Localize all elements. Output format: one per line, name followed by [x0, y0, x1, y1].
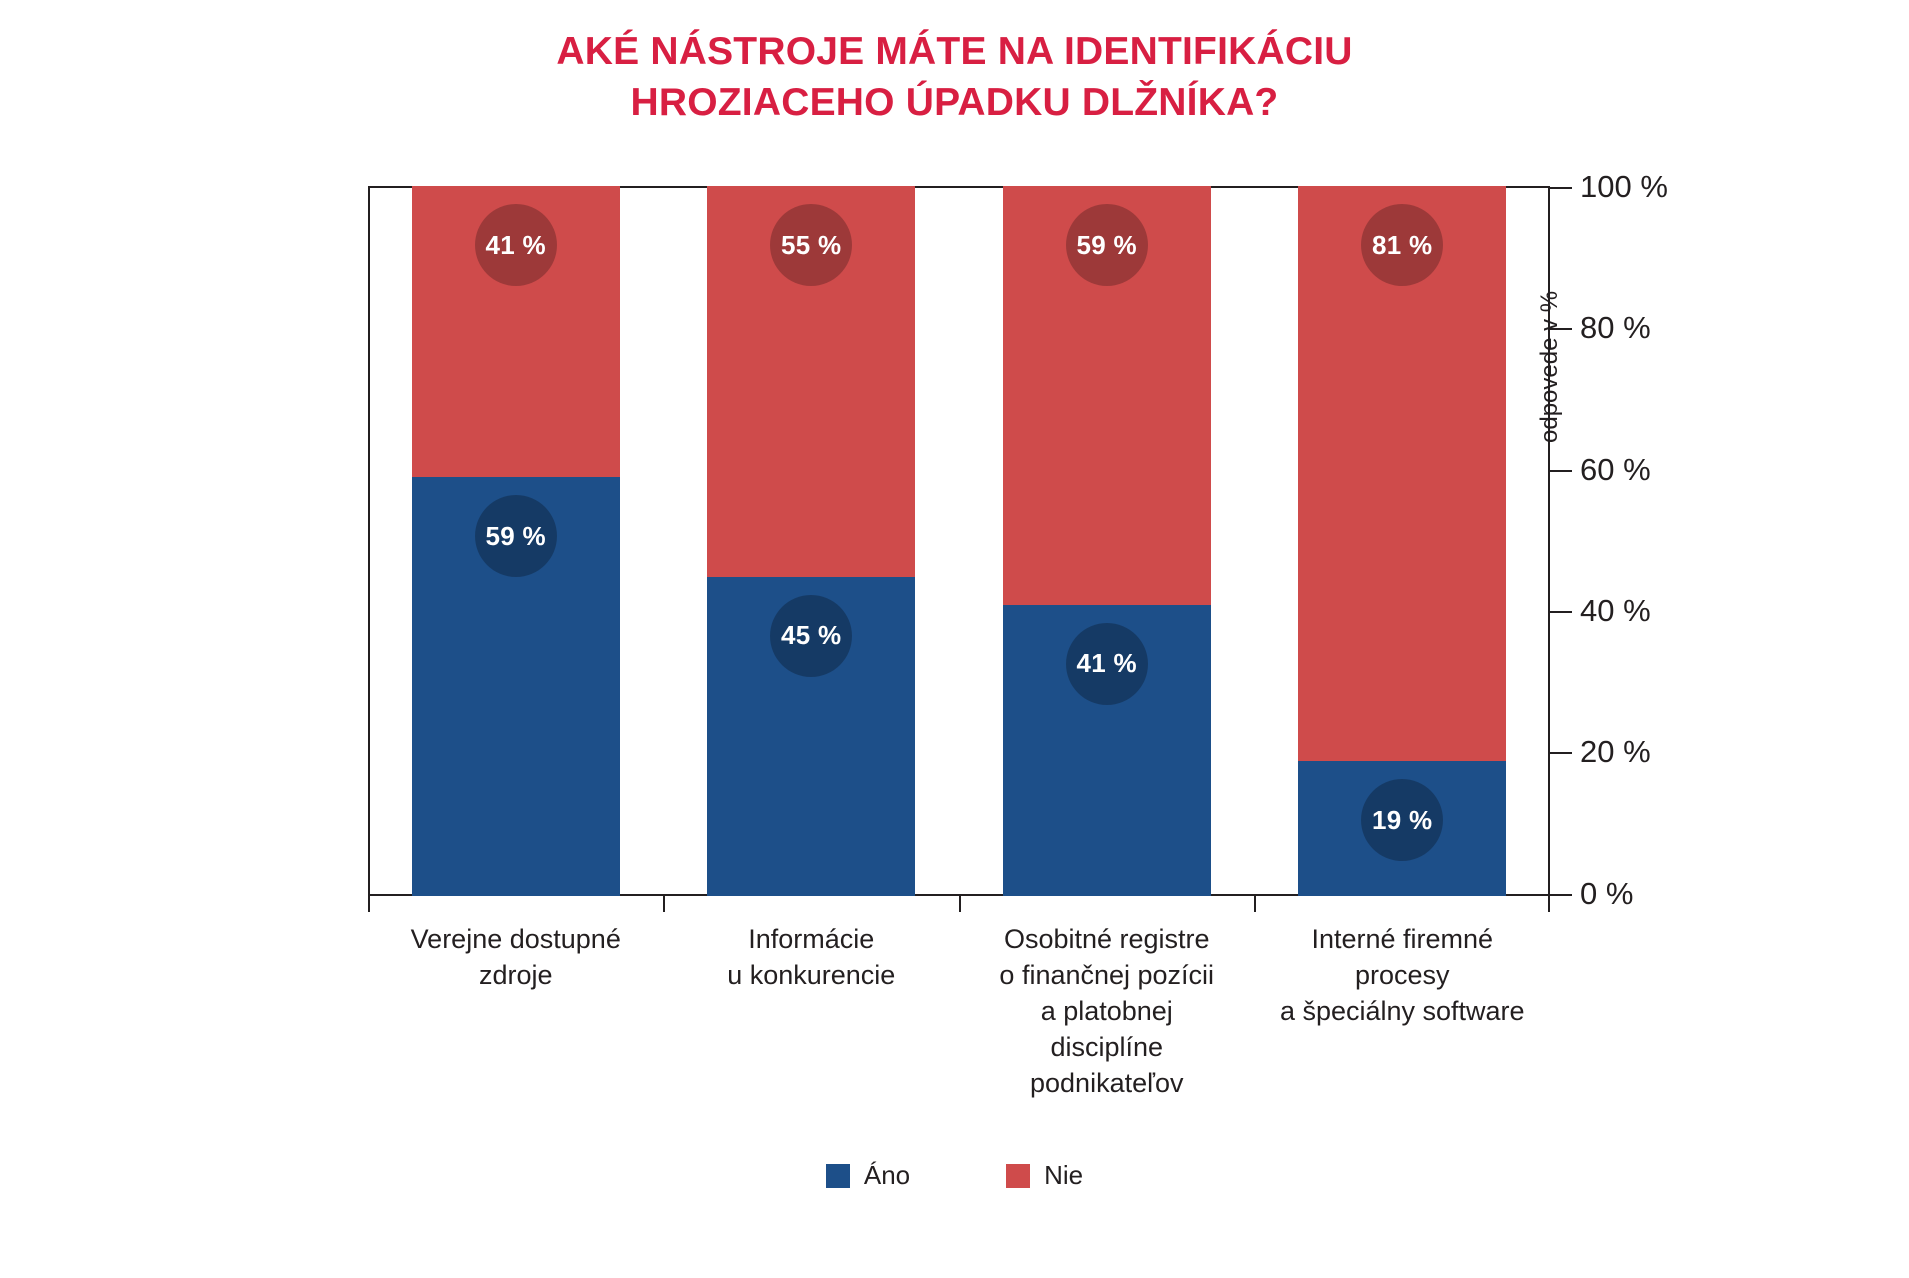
bar-value-ano: 41 % [1066, 623, 1148, 705]
x-tick-mark [368, 896, 370, 912]
bar-value-nie: 81 % [1361, 204, 1443, 286]
category-label-line: u konkurencie [727, 959, 896, 990]
x-tick-mark [663, 896, 665, 912]
x-axis-ticks [368, 896, 1550, 912]
page-title [0, 26, 1909, 129]
chart-plot-area [368, 169, 1668, 911]
bar-segment-ano [412, 477, 620, 896]
x-tick-mark [959, 896, 961, 912]
category-label-line: Osobitné registre [1003, 924, 1210, 954]
x-axis-category-labels [368, 922, 1550, 1102]
y-tick-mark [1550, 894, 1572, 896]
bar-value-ano: 59 % [475, 495, 557, 577]
category-label-line: Verejne dostupné [410, 924, 621, 954]
bar-segment-ano [1298, 761, 1506, 896]
bar-segment-nie [707, 186, 915, 577]
legend-item-ano[interactable] [826, 1160, 910, 1191]
y-tick-label: 80 % [1580, 310, 1651, 345]
category-label-line: a platobnej [1040, 995, 1173, 1026]
bar-segment-nie [412, 186, 620, 477]
y-tick-label: 100 % [1580, 169, 1668, 204]
stacked-bar[interactable] [1298, 186, 1506, 896]
y-axis-title: odpovede v % [1536, 290, 1563, 443]
bar-segment-ano [707, 577, 915, 897]
category-label-line: podnikateľov [1030, 1067, 1184, 1098]
category-label [664, 922, 960, 1102]
bar-value-ano: 19 % [1361, 779, 1443, 861]
category-label-line: Informácie [748, 924, 875, 954]
bar-slot [368, 186, 664, 896]
stacked-bar[interactable] [1003, 186, 1211, 896]
page-title-line-2: HROZIACEHO ÚPADKU DLŽNÍKA? [630, 81, 1279, 125]
bar-slot [1255, 186, 1551, 896]
category-label-line: Interné firemné [1311, 924, 1494, 954]
stacked-bar[interactable] [707, 186, 915, 896]
bar-value-nie: 41 % [475, 204, 557, 286]
bar-value-ano: 45 % [770, 595, 852, 677]
category-label [959, 922, 1255, 1102]
y-tick-mark [1550, 611, 1572, 613]
y-tick-label: 40 % [1580, 593, 1651, 628]
bar-slot [664, 186, 960, 896]
bars-layer [368, 186, 1550, 896]
bar-segment-ano [1003, 605, 1211, 896]
y-tick-mark [1550, 470, 1572, 472]
y-tick-label: 0 % [1580, 876, 1634, 911]
y-tick-label: 60 % [1580, 452, 1651, 487]
category-label-line: a špeciálny software [1279, 995, 1525, 1026]
legend-label: Nie [1044, 1160, 1084, 1190]
x-tick-mark [1548, 896, 1550, 912]
y-tick-mark [1550, 752, 1572, 754]
bar-slot [959, 186, 1255, 896]
bar-segment-nie [1003, 186, 1211, 605]
x-tick-mark [1254, 896, 1256, 912]
y-tick-mark [1550, 187, 1572, 189]
bar-segment-nie [1298, 186, 1506, 761]
category-label [1255, 922, 1551, 1102]
legend-swatch-icon [1006, 1164, 1030, 1188]
chart-legend [0, 1160, 1909, 1191]
bar-value-nie: 55 % [770, 204, 852, 286]
category-label-line: disciplíne [1050, 1031, 1164, 1062]
page-title-line-1: AKÉ NÁSTROJE MÁTE NA IDENTIFIKÁCIU [556, 30, 1353, 73]
y-tick-label: 20 % [1580, 734, 1651, 769]
legend-item-nie[interactable] [1006, 1160, 1083, 1191]
bar-value-nie: 59 % [1066, 204, 1148, 286]
stacked-bar[interactable] [412, 186, 620, 896]
category-label-line: o finančnej pozícii [999, 959, 1215, 990]
category-label-line: procesy [1354, 959, 1450, 990]
legend-swatch-icon [826, 1164, 850, 1188]
category-label-line: zdroje [478, 959, 553, 990]
y-axis [1550, 169, 1690, 911]
legend-label: Áno [863, 1160, 911, 1190]
category-label [368, 922, 664, 1102]
